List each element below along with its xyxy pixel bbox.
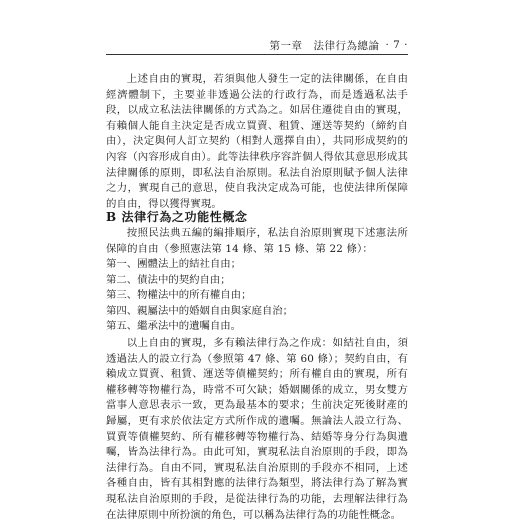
header-rule bbox=[106, 54, 408, 55]
paragraph-freedom-realization bbox=[106, 72, 408, 212]
section-heading: B 法律行為之功能性概念 bbox=[106, 210, 248, 224]
paragraph-text: 上述自由的實現，若須與他人發生一定的法律關係，在自由經濟體制下，主要並非透過公法的行政行為，而是透過私法手段，以成立私法法律關係的方式為之。如居住遷徙自由的實現，有賴個人能自主決定是否成立買賣、租賃、運送等契約（締約自由），決定與何人訂立契約（相對人選擇自由），共同形成契約的內容（內容形成自由）。此等法律秩序容許個人得依其意思形成其法律關係的原則，即私法自治原則。私法自治原則賦予個人法律之力，實現自己的意思，使自我決定成為可能，也使法律所保障的自由，得以獲得實現。 bbox=[106, 73, 408, 210]
running-header bbox=[106, 36, 408, 54]
paragraph-legal-act-function bbox=[106, 336, 408, 523]
page-number: · 7 · bbox=[385, 39, 408, 51]
list-item: 第四、親屬法中的婚姻自由與家庭自治； bbox=[106, 304, 294, 317]
paragraph-text: 以上自由的實現，多有賴法律行為之作成：如結社自由，須透過法人的設立行為（參照第 47 條、第 60 條）；契約自由，有賴成立買賣、租賃、運送等債權契約；所有權自由的實現，所有權移轉等物權行為，時常不可欠缺；婚姻關係的成立，男女雙方當事人意思表示一致，更為最基本的要求；生前決定死後財產的歸屬，更有求於依法定方式所作成的遺囑。無論法人設立行為、買賣等債權契約、所有權移轉等物權行為、結婚等身分行為與遺囑，皆為法律行為。由此可知，實現私法自治原則的手段，即為法律行為。自由不同，實現私法自治原則的手段亦不相同，上述各種自由，皆有其相對應的法律行為類型，將法律行為了解為實現私法自治原則的手段，是從法律行為的功能，去理解法律行為在法律原則中所扮演的角色，可以稱為法律行為的功能性概念。 bbox=[106, 337, 408, 521]
list-item: 第三、物權法中的所有權自由； bbox=[106, 289, 252, 302]
list-item: 第一、團體法上的結社自由； bbox=[106, 258, 242, 270]
paragraph-civil-code-order bbox=[106, 226, 408, 257]
chapter-title: 第一章 法律行為總論 bbox=[269, 39, 380, 52]
list-item: 第五、繼承法中的遺囑自由。 bbox=[106, 320, 242, 333]
list-item: 第二、債法中的契約自由； bbox=[106, 273, 231, 286]
freedom-list bbox=[106, 257, 408, 335]
paragraph-text: 按照民法典五編的編排順序，私法自治原則實現下述憲法所保障的自由（參照憲法第 14 條、第 15 條、第 22 條）： bbox=[106, 227, 408, 255]
